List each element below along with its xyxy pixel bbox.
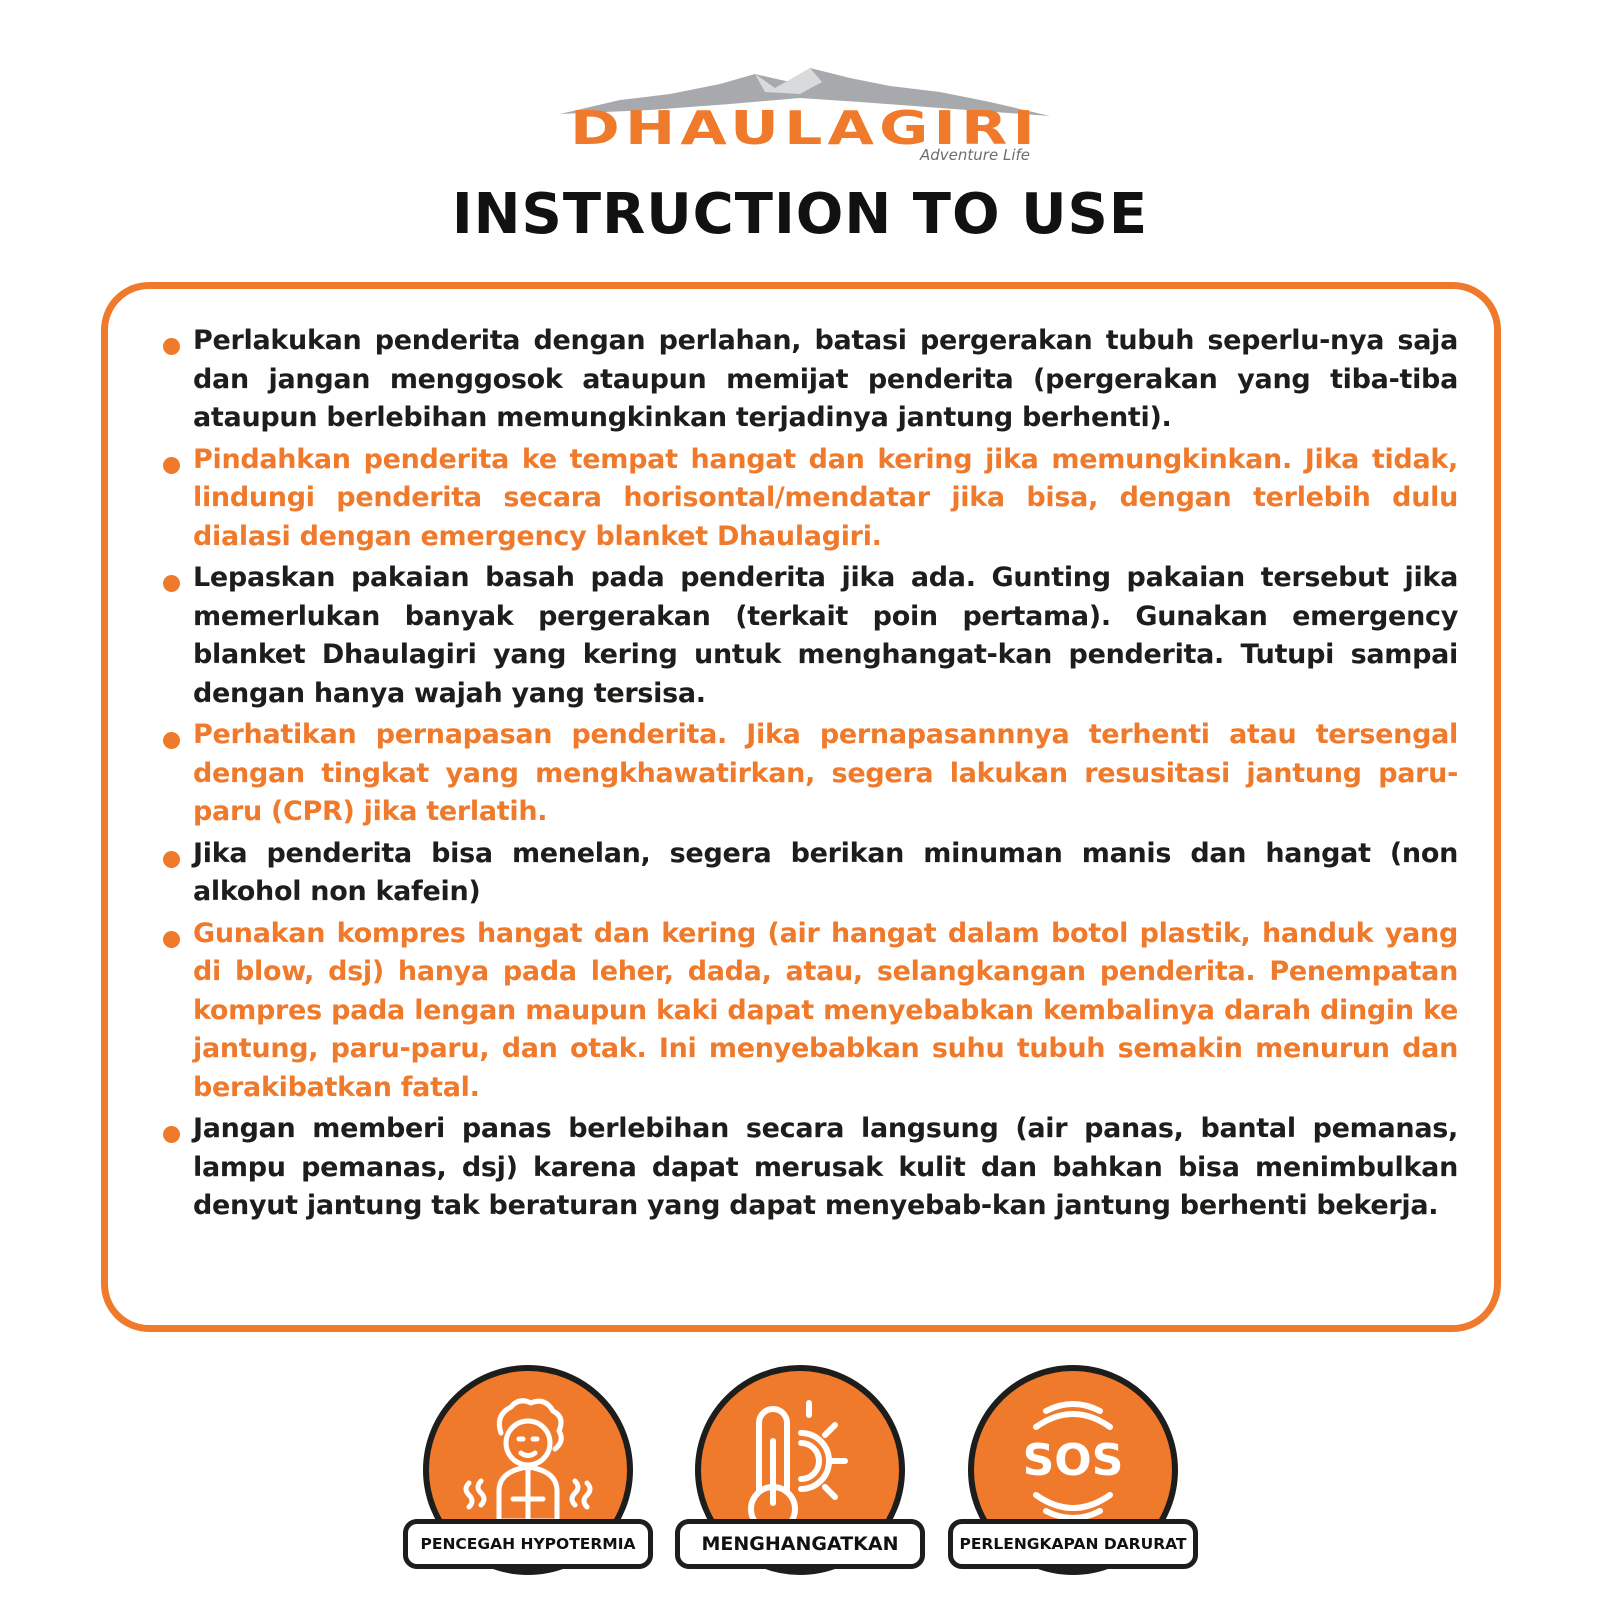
bullet-dot-icon: [163, 931, 180, 948]
instruction-text: Jangan memberi panas berlebihan secara langsung (air panas, bantal pemanas, lampu pemanas, dsj) karena dapat merusak kulit dan bahkan bisa menimbulkan denyut jantung tak beraturan yang dapat menyebab-kan jantung berhenti bekerja.: [193, 1113, 1458, 1221]
list-item: [163, 441, 1458, 557]
instruction-list: [163, 322, 1458, 1229]
badge-emergency: [948, 1365, 1198, 1577]
bullet-dot-icon: [163, 575, 180, 592]
list-item: [163, 559, 1458, 713]
list-item: [163, 322, 1458, 438]
bullet-dot-icon: [163, 1126, 180, 1143]
list-item: [163, 915, 1458, 1108]
mountain-logo-icon: [560, 64, 1050, 164]
instruction-text: Lepaskan pakaian basah pada penderita jika ada. Gunting pakaian tersebut jika memerlukan banyak pergerakan (terkait poin pertama). Gunakan emergency blanket Dhaulagiri yang kering untuk menghangat-kan penderita. Tutupi sampai dengan hanya wajah yang tersisa.: [193, 562, 1458, 709]
instruction-text: Perlakukan penderita dengan perlahan, batasi pergerakan tubuh seperlu-nya saja dan jangan menggosok ataupun memijat penderita (pergerakan yang tiba-tiba ataupun berlebihan memungkinkan terjadinya jantung berhenti).: [193, 325, 1458, 433]
svg-text:SOS: SOS: [1022, 1435, 1124, 1486]
badge-hypothermia: [403, 1365, 653, 1577]
instruction-text: Pindahkan penderita ke tempat hangat dan kering jika memungkinkan. Jika tidak, lindungi penderita secara horisontal/mendatar jika bisa, dengan terlebih dulu dialasi dengan emergency blanket Dhaulagiri.: [193, 443, 1458, 552]
instruction-text: Perhatikan pernapasan penderita. Jika pernapasannnya terhenti atau tersengal dengan tingkat yang mengkhawatirkan, segera lakukan resusitasi jantung paru-paru (CPR) jika terlatih.: [193, 719, 1458, 827]
list-item: [163, 835, 1458, 912]
bullet-dot-icon: [163, 732, 180, 749]
bullet-dot-icon: [163, 851, 180, 868]
list-item: [163, 716, 1458, 832]
badge-label: PERLENGKAPAN DARURAT: [948, 1519, 1198, 1569]
brand-tagline: Adventure Life: [920, 146, 1030, 164]
brand-name: DHAULAGIRI: [570, 101, 1040, 155]
bullet-dot-icon: [163, 338, 180, 355]
badge-label: MENGHANGATKAN: [675, 1519, 925, 1569]
list-item: [163, 1110, 1458, 1226]
badge-warming: [675, 1365, 925, 1577]
instruction-text: Gunakan kompres hangat dan kering (air hangat dalam botol plastik, handuk yang di blow, dsj) hanya pada leher, dada, atau, selangkangan penderita. Penempatan kompres pada lengan maupun kaki dapat menyebabkan kembalinya darah dingin ke jantung, paru-paru, dan otak. Ini menyebabkan suhu tubuh semakin menurun dan berakibatkan fatal.: [193, 917, 1458, 1103]
instruction-text: Jika penderita bisa menelan, segera berikan minuman manis dan hangat (non alkohol non kafein): [193, 837, 1458, 907]
brand-logo: [560, 64, 1050, 164]
bullet-dot-icon: [163, 457, 180, 474]
page-title: INSTRUCTION TO USE: [451, 182, 1149, 247]
badge-label: PENCEGAH HYPOTERMIA: [403, 1519, 653, 1569]
